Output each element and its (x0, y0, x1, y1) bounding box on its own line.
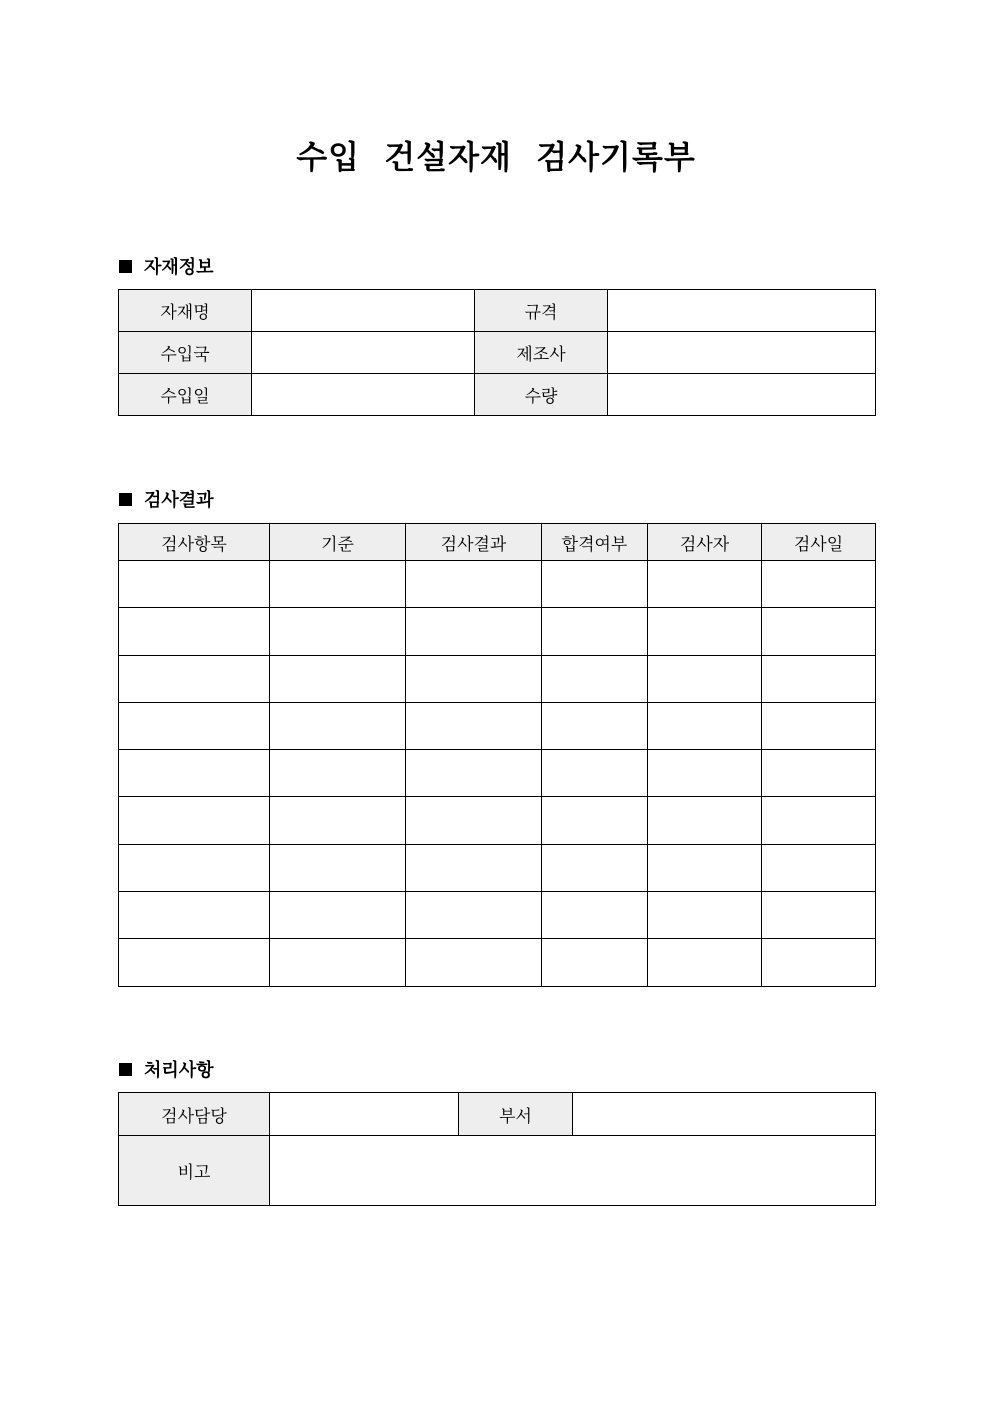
table-cell[interactable] (648, 750, 762, 797)
department-label: 부서 (459, 1093, 573, 1136)
column-header: 합격여부 (542, 524, 648, 561)
section-heading-label: 자재정보 (144, 257, 214, 278)
field-label: 수입국 (119, 332, 252, 374)
table-cell[interactable] (542, 608, 648, 655)
table-cell[interactable] (270, 702, 406, 749)
table-cell[interactable] (270, 939, 406, 986)
table-cell[interactable] (119, 844, 270, 891)
field-label: 수입일 (119, 374, 252, 416)
table-row (119, 892, 876, 939)
material-info-row (119, 374, 876, 416)
field-value[interactable] (252, 374, 475, 416)
square-bullet-icon (119, 493, 132, 506)
table-cell[interactable] (542, 750, 648, 797)
column-header: 검사항목 (119, 524, 270, 561)
table-cell[interactable] (542, 702, 648, 749)
table-cell[interactable] (270, 608, 406, 655)
table-cell[interactable] (648, 561, 762, 608)
table-cell[interactable] (270, 561, 406, 608)
inspection-results-table (118, 523, 876, 987)
field-value[interactable] (608, 374, 876, 416)
section-heading-label: 검사결과 (144, 490, 214, 511)
inspector-label: 검사담당 (119, 1093, 270, 1136)
table-cell[interactable] (762, 561, 876, 608)
table-cell[interactable] (406, 702, 542, 749)
table-cell[interactable] (270, 844, 406, 891)
page-title: 수입 건설자재 검사기록부 (296, 138, 696, 176)
table-cell[interactable] (762, 608, 876, 655)
table-row (119, 939, 876, 986)
table-cell[interactable] (406, 655, 542, 702)
table-cell[interactable] (648, 939, 762, 986)
table-cell[interactable] (270, 797, 406, 844)
field-label: 규격 (475, 290, 608, 332)
table-cell[interactable] (762, 750, 876, 797)
table-row (119, 844, 876, 891)
table-cell[interactable] (648, 655, 762, 702)
table-row (119, 608, 876, 655)
field-value[interactable] (608, 332, 876, 374)
table-cell[interactable] (119, 797, 270, 844)
table-cell[interactable] (542, 655, 648, 702)
table-cell[interactable] (406, 844, 542, 891)
table-cell[interactable] (119, 702, 270, 749)
table-cell[interactable] (542, 561, 648, 608)
section-heading-handling (119, 1056, 214, 1082)
table-cell[interactable] (119, 608, 270, 655)
table-cell[interactable] (762, 702, 876, 749)
table-cell[interactable] (648, 797, 762, 844)
column-header: 검사자 (648, 524, 762, 561)
handling-table (118, 1092, 876, 1206)
table-row (119, 702, 876, 749)
table-row (119, 750, 876, 797)
table-cell[interactable] (762, 939, 876, 986)
remarks-label: 비고 (119, 1136, 270, 1206)
square-bullet-icon (119, 260, 132, 273)
table-row (119, 561, 876, 608)
remarks-field[interactable] (270, 1136, 876, 1206)
material-info-row (119, 332, 876, 374)
table-cell[interactable] (406, 750, 542, 797)
material-info-row (119, 290, 876, 332)
department-field[interactable] (573, 1093, 876, 1136)
table-cell[interactable] (406, 939, 542, 986)
table-cell[interactable] (406, 892, 542, 939)
field-label: 제조사 (475, 332, 608, 374)
table-cell[interactable] (648, 608, 762, 655)
table-cell[interactable] (648, 702, 762, 749)
table-cell[interactable] (119, 939, 270, 986)
table-cell[interactable] (270, 892, 406, 939)
table-cell[interactable] (119, 655, 270, 702)
column-header: 검사결과 (406, 524, 542, 561)
column-header: 검사일 (762, 524, 876, 561)
table-cell[interactable] (542, 844, 648, 891)
table-cell[interactable] (762, 892, 876, 939)
table-cell[interactable] (762, 844, 876, 891)
material-info-table (118, 289, 876, 416)
square-bullet-icon (119, 1063, 132, 1076)
field-value[interactable] (608, 290, 876, 332)
table-cell[interactable] (542, 939, 648, 986)
table-cell[interactable] (762, 797, 876, 844)
section-heading-inspection-results (119, 486, 214, 512)
table-cell[interactable] (648, 892, 762, 939)
table-cell[interactable] (119, 750, 270, 797)
table-cell[interactable] (542, 797, 648, 844)
table-cell[interactable] (119, 892, 270, 939)
table-cell[interactable] (270, 655, 406, 702)
column-header: 기준 (270, 524, 406, 561)
table-cell[interactable] (406, 797, 542, 844)
table-row (119, 655, 876, 702)
table-cell[interactable] (406, 561, 542, 608)
section-heading-label: 처리사항 (144, 1060, 214, 1081)
field-label: 수량 (475, 374, 608, 416)
field-value[interactable] (252, 332, 475, 374)
table-cell[interactable] (542, 892, 648, 939)
table-row (119, 797, 876, 844)
table-cell[interactable] (406, 608, 542, 655)
table-cell[interactable] (270, 750, 406, 797)
field-label: 자재명 (119, 290, 252, 332)
table-cell[interactable] (648, 844, 762, 891)
table-cell[interactable] (119, 561, 270, 608)
table-cell[interactable] (762, 655, 876, 702)
field-value[interactable] (252, 290, 475, 332)
inspector-field[interactable] (270, 1093, 459, 1136)
section-heading-material-info (119, 253, 214, 279)
